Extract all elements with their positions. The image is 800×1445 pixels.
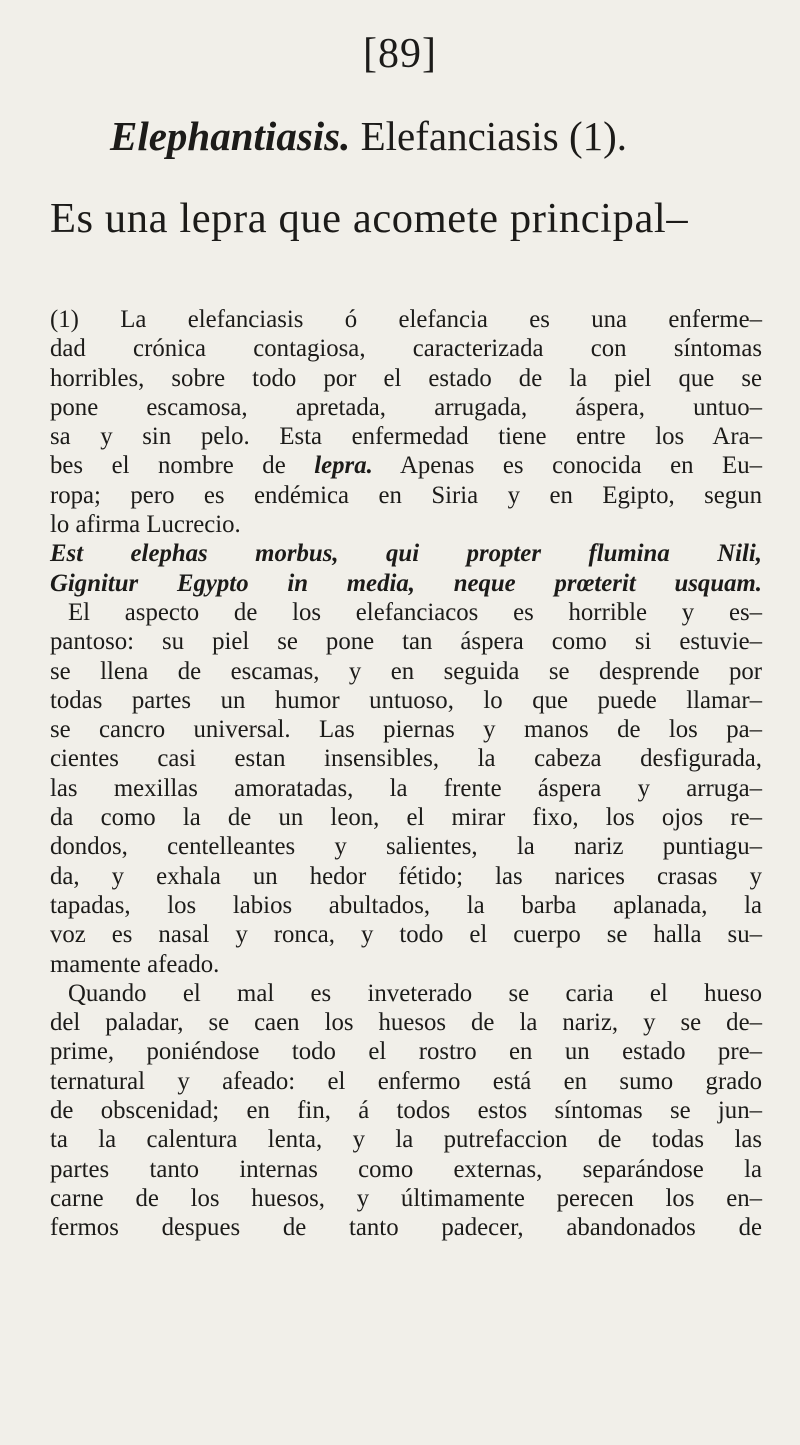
footnote-line: dondos, centelleantes y salientes, la nariz puntiagu– <box>50 833 762 861</box>
footnote-line: dad crónica contagiosa, caracterizada con síntomas <box>50 335 762 363</box>
footnote-line: tapadas, los labios abultados, la barba aplanada, la <box>50 891 762 919</box>
footnote-line: Quando el mal es inveterado se caria el hueso <box>68 979 762 1007</box>
footnote-line: lo afirma Lucrecio. <box>50 511 241 539</box>
footnote-text: Apenas es conocida en Eu– <box>399 452 763 480</box>
footnote-line: ta la calentura lenta, y la putrefaccion de todas las <box>50 1126 762 1154</box>
footnote-italic-term: lepra. <box>314 452 373 480</box>
latin-quote-line: Gignitur Egypto in media, neque prœterit usquam. <box>50 569 762 597</box>
footnote-text: bes el nombre de <box>50 452 286 480</box>
footnote-line: ternatural y afeado: el enfermo está en sumo grado <box>50 1067 762 1095</box>
footnote-line: se llena de escamas, y en seguida se desprende por <box>50 657 762 685</box>
footnote-line: partes tanto internas como externas, separándose la <box>50 1155 762 1183</box>
footnote-line: sa y sin pelo. Esta enfermedad tiene entre los Ara– <box>50 423 762 451</box>
footnote-line: (1) La elefanciasis ó elefancia es una enferme– <box>50 306 762 333</box>
footnote-line: del paladar, se caen los huesos de la nariz, y se de– <box>50 1009 762 1037</box>
latin-quote-line: Est elephas morbus, qui propter flumina Nili, <box>50 540 762 568</box>
footnote-line: carne de los huesos, y últimamente perecen los en– <box>50 1184 762 1212</box>
page-number: [89] <box>363 31 437 77</box>
footnote-line: prime, poniéndose todo el rostro en un estado pre– <box>50 1038 762 1066</box>
footnote-line: pone escamosa, apretada, arrugada, áspera, untuo– <box>50 393 762 421</box>
footnote-line: da, y exhala un hedor fétido; las narices crasas y <box>50 862 762 890</box>
footnote-line: fermos despues de tanto padecer, abandonados de <box>50 1214 762 1242</box>
footnote-line: pantoso: su piel se pone tan áspera como si estuvie– <box>50 628 762 656</box>
footnote-line: se cancro universal. Las piernas y manos de los pa– <box>50 716 762 744</box>
footnote-line: de obscenidad; en fin, á todos estos síntomas se jun– <box>50 1097 762 1125</box>
footnote-line: da como la de un leon, el mirar fixo, los ojos re– <box>50 804 762 832</box>
footnote-line: las mexillas amoratadas, la frente áspera y arruga– <box>50 774 762 802</box>
footnote <box>50 305 762 1243</box>
footnote-line: ropa; pero es endémica en Siria y en Egipto, segun <box>50 481 762 509</box>
heading-latin: Elephantiasis. <box>110 113 351 159</box>
footnote-line: mamente afeado. <box>50 950 220 978</box>
footnote-line: El aspecto de los elefanciacos es horrible y es– <box>68 598 762 626</box>
footnote-line: cientes casi estan insensibles, la cabeza desfigurada, <box>50 745 762 773</box>
footnote-line <box>50 451 762 480</box>
footnote-line: todas partes un humor untuoso, lo que puede llamar– <box>50 686 762 714</box>
body-text-line: Es una lepra que acomete principal– <box>50 195 689 242</box>
section-heading <box>110 112 770 160</box>
footnote-line: voz es nasal y ronca, y todo el cuerpo se halla su– <box>50 921 762 949</box>
heading-spanish: Elefanciasis (1). <box>360 113 628 159</box>
footnote-line: horribles, sobre todo por el estado de la piel que se <box>50 364 762 392</box>
